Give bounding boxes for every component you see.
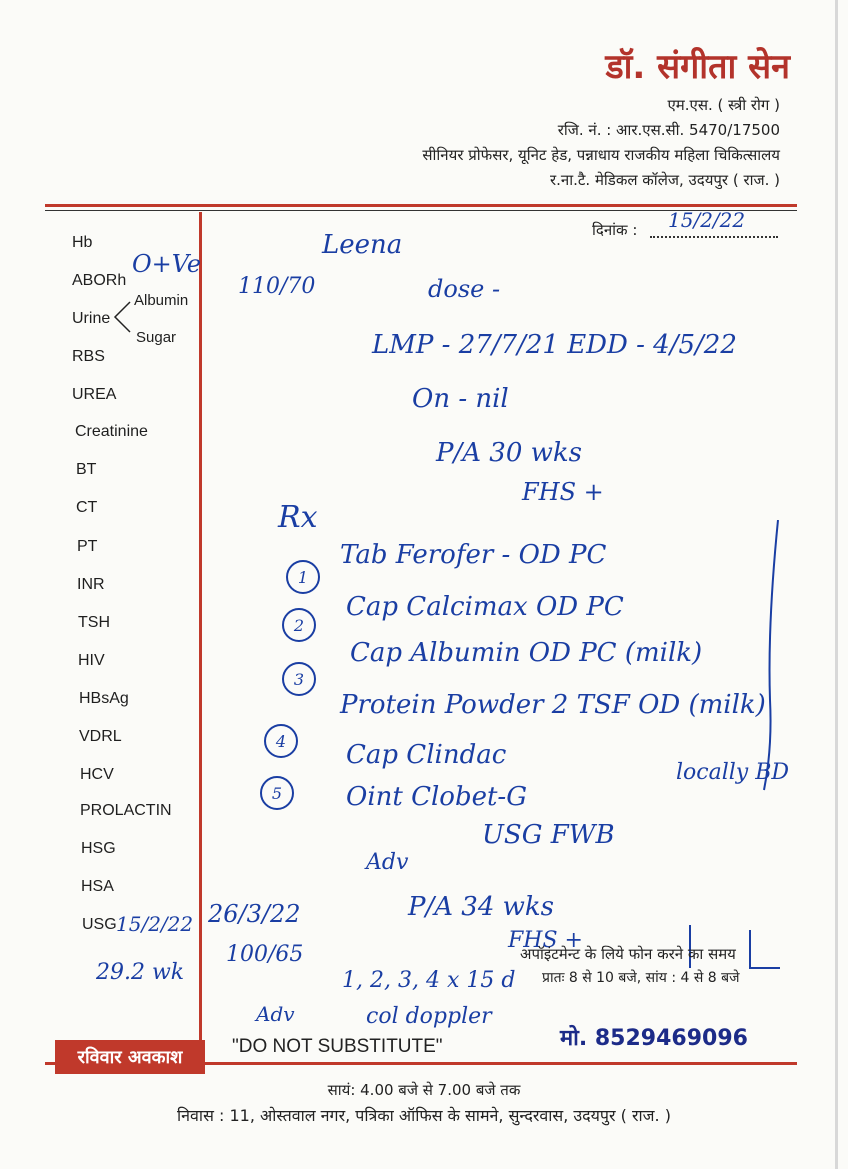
designation: सीनियर प्रोफेसर, यूनिट हेड, पन्नाधाय राजकीय महिला चिकित्सालय bbox=[422, 146, 780, 164]
hw-lmp-edd: LMP - 27/7/21 EDD - 4/5/22 bbox=[372, 330, 737, 360]
test-hbsag: HBsAg bbox=[79, 690, 129, 707]
test-inr: INR bbox=[77, 576, 105, 593]
hw-patient-name: Leena bbox=[322, 230, 403, 260]
hw-pa-weeks: P/A 30 wks bbox=[436, 438, 582, 468]
appointment-title: अपॉइंटमेन्ट के लिये फोन करने का समय bbox=[520, 945, 736, 963]
handwritten-strokes bbox=[660, 520, 790, 1000]
hw-locally: locally BD bbox=[676, 760, 790, 785]
test-tsh: TSH bbox=[78, 614, 110, 631]
hw-bp-2: 100/65 bbox=[226, 942, 304, 967]
hw-blood-group: O+Ve bbox=[132, 250, 202, 278]
qualification: एम.एस. ( स्त्री रोग ) bbox=[667, 96, 780, 114]
do-not-substitute: "DO NOT SUBSTITUTE" bbox=[232, 1036, 443, 1057]
test-creatinine: Creatinine bbox=[75, 423, 148, 440]
header-divider bbox=[45, 204, 797, 207]
hw-item-5: 5 bbox=[260, 776, 294, 810]
registration-number: रजि. नं. : आर.एस.सी. 5470/17500 bbox=[557, 121, 780, 139]
hw-dose: dose - bbox=[428, 275, 501, 303]
test-rbs: RBS bbox=[72, 348, 105, 365]
hw-on-nil: On - nil bbox=[412, 384, 509, 414]
test-pt: PT bbox=[77, 538, 98, 555]
margin-line bbox=[199, 212, 202, 1072]
hw-weight: 29.2 wk bbox=[96, 960, 185, 985]
sunday-holiday-badge: रविवार अवकाश bbox=[55, 1040, 205, 1074]
hw-bp: 110/70 bbox=[238, 274, 316, 299]
residence-address: निवास : 11, ओस्तवाल नगर, पत्रिका ऑफिस के सामने, सुन्दरवास, उदयपुर ( राज. ) bbox=[177, 1106, 671, 1125]
hw-usg-fwb: USG FWB bbox=[482, 820, 615, 850]
test-hcv: HCV bbox=[80, 766, 114, 783]
test-hiv: HIV bbox=[78, 652, 105, 669]
hw-med-3: Cap Albumin OD PC (milk) bbox=[350, 638, 703, 668]
hw-med-2: Cap Calcimax OD PC bbox=[346, 592, 624, 622]
test-ct: CT bbox=[76, 499, 98, 516]
mobile-number: मो. 8529469096 bbox=[560, 1026, 748, 1051]
hw-med-5: Cap Clindac bbox=[346, 740, 507, 770]
test-bt: BT bbox=[76, 461, 97, 478]
date-label: दिनांक : bbox=[592, 221, 638, 239]
hw-item-4: 4 bbox=[264, 724, 298, 758]
hw-doppler: col doppler bbox=[366, 1004, 492, 1029]
test-usg: USG bbox=[82, 916, 117, 933]
test-urine-albumin: Albumin bbox=[134, 292, 189, 309]
appointment-hours: प्रातः 8 से 10 बजे, सांय : 4 से 8 बजे bbox=[542, 970, 740, 986]
hw-item-1: 1 bbox=[286, 560, 320, 594]
hw-med-6: Oint Clobet-G bbox=[346, 782, 527, 812]
hw-adv-1: Adv bbox=[366, 850, 409, 875]
test-urea: UREA bbox=[72, 386, 117, 403]
hw-item-2: 2 bbox=[282, 608, 316, 642]
doctor-name: डॉ. संगीता सेन bbox=[605, 47, 790, 87]
hw-item-3: 3 bbox=[282, 662, 316, 696]
hw-numbers: 1, 2, 3, 4 x 15 d bbox=[342, 968, 516, 993]
hw-med-1: Tab Ferofer - OD PC bbox=[340, 540, 607, 570]
college: र.ना.टै. मेडिकल कॉलेज, उदयपुर ( राज. ) bbox=[549, 171, 780, 189]
hw-followup-date-2: 26/3/22 bbox=[208, 900, 301, 928]
hw-fhs: FHS + bbox=[522, 478, 604, 506]
test-urine-sugar: Sugar bbox=[136, 329, 177, 346]
hw-pa-weeks-2: P/A 34 wks bbox=[408, 892, 554, 922]
evening-hours: सायं: 4.00 बजे से 7.00 बजे तक bbox=[327, 1081, 521, 1099]
test-prolactin: PROLACTIN bbox=[80, 802, 172, 819]
test-hsa: HSA bbox=[81, 878, 114, 895]
date-value: 15/2/22 bbox=[668, 208, 746, 232]
test-hsg: HSG bbox=[81, 840, 116, 857]
hw-med-4: Protein Powder 2 TSF OD (milk) bbox=[340, 690, 766, 720]
hw-adv-2: Adv bbox=[256, 1002, 295, 1026]
test-vdrl: VDRL bbox=[79, 728, 122, 745]
test-hb: Hb bbox=[72, 234, 93, 251]
page-edge bbox=[835, 0, 838, 1169]
urine-brace bbox=[112, 300, 132, 334]
test-aborh: ABORh bbox=[72, 272, 127, 289]
hw-rx: Rx bbox=[278, 500, 318, 535]
hw-followup-date-1: 15/2/22 bbox=[116, 912, 194, 936]
hw-fhs-2: FHS + bbox=[508, 928, 583, 953]
test-urine: Urine bbox=[72, 310, 111, 327]
